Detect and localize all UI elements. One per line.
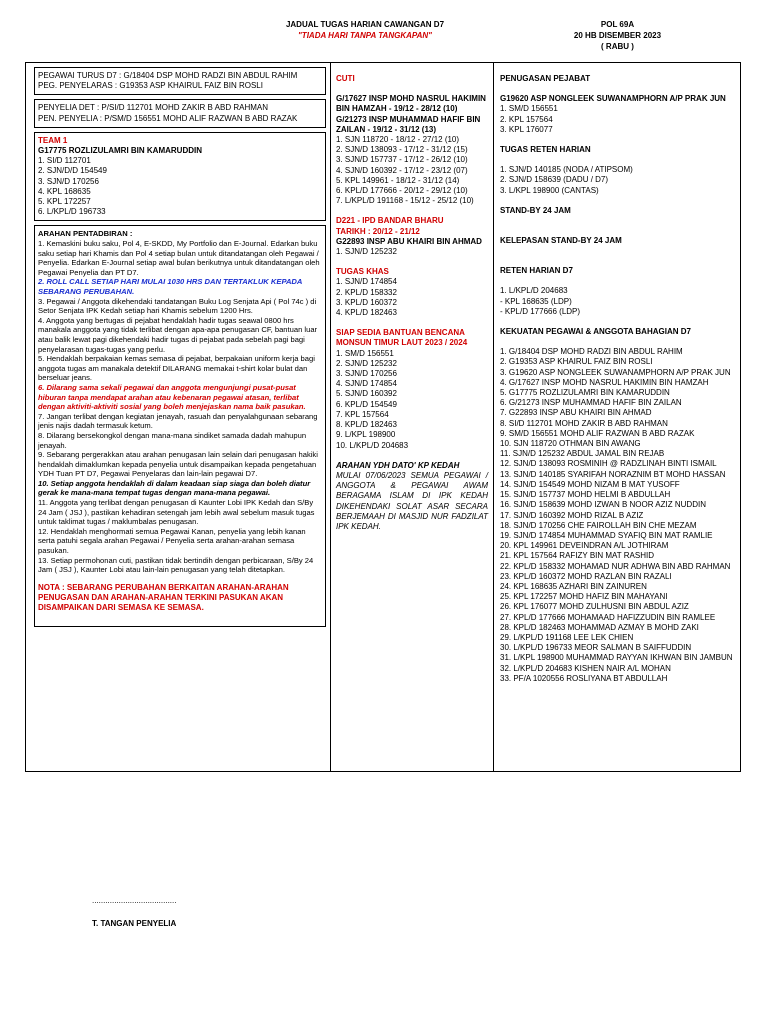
list-item: - KPL/D 177666 (LDP)	[500, 306, 581, 316]
list-item: 1. L/KPL/D 204683	[500, 286, 568, 296]
list-item: 5. KPL 172257	[38, 197, 91, 207]
column-middle	[336, 62, 488, 532]
list-item: 10. SJN 118720 OTHMAN BIN AWANG	[500, 439, 641, 449]
siap-title: SIAP SEDIA BANTUAN BENCANA MONSUN TIMUR LAUT 2023 / 2024	[336, 328, 468, 348]
pegawai-penyelaras: PEG. PENYELARAS : G19353 ASP KHAIRUL FAIZ BIN ROSLI	[38, 81, 263, 91]
list-item: 9. L/KPL 198900	[336, 430, 396, 440]
list-item: 10. L/KPL/D 204683	[336, 440, 409, 450]
penyelia-det: PENYELIA DET : P/SI/D 112701 MOHD ZAKIR B ABD RAHMAN	[38, 103, 268, 113]
retend7-title: RETEN HARIAN D7	[500, 266, 573, 276]
list-item: 1. SJN/D 125232	[336, 247, 397, 257]
list-item: 29. L/KPL/D 191168 LEE LEK CHIEN	[500, 632, 634, 642]
list-item: 1. SJN 118720 - 18/12 - 27/12 (10)	[336, 135, 460, 145]
list-item: 4. KPL 168635	[38, 186, 91, 196]
ipd-tarikh: TARIKH : 20/12 - 21/12	[336, 226, 420, 236]
list-item: 20. KPL 149961 DEVEINDRAN A/L JOTHIRAM	[500, 541, 669, 551]
pen-penyelia: PEN. PENYELIA : P/SM/D 156551 MOHD ALIF RAZWAN B ABD RAZAK	[38, 113, 298, 123]
list-item: 30. L/KPL/D 196733 MEOR SALMAN B SAIFFUDDIN	[500, 643, 692, 653]
list-item: 2. SJN/D 138093 - 17/12 - 31/12 (15)	[336, 145, 468, 155]
list-item: 6. G/21273 INSP MUHAMMAD HAFIF BIN ZAILAN	[500, 398, 682, 408]
ydh-text: MULAI 07/06/2023 SEMUA PEGAWAI / ANGGOTA & PEGAWAI AWAM BERAGAMA ISLAM DI IPK KEDAH DIKEHENDAKI SOLAT ASAR SECARA BERJEMAAH DI MASJID NUR FADZILAT IPK KEDAH.	[336, 470, 488, 531]
list-item: 28. KPL/D 182463 MOHAMMAD AZMAY B MOHD ZAKI	[500, 622, 699, 632]
arahan-item: 1. Kemaskini buku saku, Pol 4, E-SKDD, My Portfolio dan E-Journal. Edarkan buku saku setiap hari Khamis dan Pol 4 setiap bulan untuk ditandatangan oleh Pegawai / Penyelia. Edarkan E-Journal setiap awal bulan berikutnya untuk ditandatangan oleh Pegawai Penyelia dan PT D7.	[38, 239, 320, 277]
list-item: 26. KPL 176077 MOHD ZULHUSNI BIN ABDUL AZIZ	[500, 602, 689, 612]
list-item: 1. SJN/D 174854	[336, 277, 397, 287]
team-leader: G17775 ROZLIZULAMRI BIN KAMARUDDIN	[38, 146, 203, 156]
list-item: 3. SJN/D 170256	[38, 176, 99, 186]
list-item: 5. G17775 ROZLIZULAMRI BIN KAMARUDDIN	[500, 388, 670, 398]
list-item: 7. L/KPL/D 191168 - 15/12 - 25/12 (10)	[336, 196, 474, 206]
list-item: 2. KPL 157564	[500, 114, 553, 124]
arahan-title: ARAHAN PENTADBIRAN :	[38, 229, 133, 239]
list-item: - KPL 168635 (LDP)	[500, 296, 572, 306]
reten-title: TUGAS RETEN HARIAN	[500, 145, 591, 155]
list-item: 12. SJN/D 138093 ROSMINIH @ RADZLINAH BINTI ISMAIL	[500, 459, 717, 469]
arahan-item: 3. Pegawai / Anggota dikehendaki tandatangan Buku Log Senjata Api ( Pol 74c ) di Setor Senjata IPK Kedah setiap hari Khamis sebelum 1200 Hrs.	[38, 296, 317, 316]
arahan-item: 11. Anggota yang terlibat dengan penugasan di Kaunter Lobi IPK Kedah dan S/By 24 Jam ( JSJ ), pastikan kehadiran setengah jam lebih awal sebelum masuk tugas untuk taklimat tugas / maklumbalas penugasan.	[38, 498, 315, 527]
cuti-officer-2: G/21273 INSP MUHAMMAD HAFIF BIN ZAILAN - 19/12 - 31/12 (13)	[336, 114, 481, 134]
arahan-box	[34, 225, 326, 626]
column-divider	[330, 62, 331, 772]
list-item: 8. SI/D 112701 MOHD ZAKIR B ABD RAHMAN	[500, 418, 668, 428]
list-item: 1. SI/D 112701	[38, 156, 91, 166]
list-item: 3. KPL 176077	[500, 124, 553, 134]
list-item: 2. SJN/D 125232	[336, 358, 397, 368]
document-date: 20 HB DISEMBER 2023	[573, 31, 662, 40]
siap-list	[336, 349, 488, 451]
list-item: 1. SJN/D 140185 (NODA / ATIPSOM)	[500, 165, 633, 175]
document-day: ( RABU )	[601, 42, 634, 51]
ipd-list	[336, 247, 488, 257]
form-code: POL 69A	[600, 20, 635, 29]
arahan-list	[38, 239, 322, 575]
column-right	[500, 62, 736, 684]
cuti-officer-1: G/17627 INSP MOHD NASRUL HAKIMIN BIN HAMZAH - 19/12 - 28/12 (10)	[336, 94, 486, 114]
signature-line: ......................................	[92, 896, 177, 905]
list-item: 2. SJN/D 158639 (DADU / D7)	[500, 175, 609, 185]
arahan-item: 5. Hendaklah berpakaian kemas semasa di pejabat, berpakaian uniform kerja bagi anggota tugas am manakala detektif DILARANG memakai t-shirt kolar bulat dan berseluar jeans.	[38, 354, 315, 383]
list-item: 31. L/KPL 198900 MUHAMMAD RAYYAN IKHWAN BIN JAMBUN	[500, 653, 733, 663]
list-item: 33. PF/A 1020556 ROSLIYANA BT ABDULLAH	[500, 673, 668, 683]
arahan-item: 8. Dilarang bersekongkol dengan mana-mana sindiket samada dadah mahupun jenayah.	[38, 430, 307, 450]
list-item: 3. KPL/D 160372	[336, 297, 397, 307]
list-item: 22. KPL/D 158332 MOHAMAD NUR ADHWA BIN ABD RAHMAN	[500, 561, 731, 571]
turus-box	[34, 67, 326, 95]
list-item: 3. G19620 ASP NONGLEEK SUWANAMPHORN A/P PRAK JUN	[500, 367, 731, 377]
list-item: 27. KPL/D 177666 MOHAMAAD HAFIZZUDIN BIN RAMLEE	[500, 612, 716, 622]
penyelia-box	[34, 99, 326, 127]
team-box	[34, 132, 326, 222]
list-item: 4. G/17627 INSP MOHD NASRUL HAKIMIN BIN HAMZAH	[500, 377, 709, 387]
arahan-item: 4. Anggota yang bertugas di pejabat hendaklah hadir tugas seawal 0800 hrs manakala anggota yang tidak terlibat dengan apa-apa penugasan CF, bantuan luar atau balik lewat pagi dikehendaki hadir tugas di pejabat pada sebelah pagi bagi penyelarasan tugas-tugas yang perlu.	[38, 315, 318, 354]
kelepasan-title: KELEPASAN STAND-BY 24 JAM	[500, 236, 622, 246]
column-left	[34, 62, 326, 631]
reten-list	[500, 165, 736, 196]
list-item: 2. KPL/D 158332	[336, 287, 397, 297]
column-divider	[493, 62, 494, 772]
list-item: 4. KPL/D 182463	[336, 308, 397, 318]
team-member-list	[38, 156, 322, 217]
list-item: 1. SM/D 156551	[336, 348, 394, 358]
signature-label: T. TANGAN PENYELIA	[92, 919, 177, 928]
list-item: 6. KPL/D 154549	[336, 399, 397, 409]
list-item: 7. KPL 157564	[336, 409, 389, 419]
list-item: 4. SJN/D 160392 - 17/12 - 23/12 (07)	[336, 165, 468, 175]
list-item: 23. KPL/D 160372 MOHD RAZLAN BIN RAZALI	[500, 571, 672, 581]
list-item: 5. SJN/D 160392	[336, 389, 397, 399]
kekuatan-title: KEKUATAN PEGAWAI & ANGGOTA BAHAGIAN D7	[500, 327, 691, 337]
arahan-item: 6. Dilarang sama sekali pegawai dan anggota mengunjungi pusat-pusat hiburan tanpa mendapat arahan atau kebenaran pegawai atasan, terlibat dengan aktiviti-aktiviti sosial yang boleh menjejaskan nama baik pasukan.	[38, 382, 306, 412]
list-item: 32. L/KPL/D 204683 KISHEN NAIR A/L MOHAN	[500, 663, 671, 673]
cuti-list	[336, 135, 488, 206]
list-item: 8. KPL/D 182463	[336, 420, 397, 430]
list-item: 4. SJN/D 174854	[336, 379, 397, 389]
document-motto: "TIADA HARI TANPA TANGKAPAN"	[298, 31, 432, 40]
khas-title: TUGAS KHAS	[336, 267, 389, 277]
list-item: 7. G22893 INSP ABU KHAIRI BIN AHMAD	[500, 408, 652, 418]
retend7-list	[500, 286, 736, 317]
pejabat-officer: G19620 ASP NONGLEEK SUWANAMPHORN A/P PRAK JUN	[500, 94, 726, 104]
list-item: 3. SJN/D 170256	[336, 369, 397, 379]
list-item: 11. SJN/D 125232 ABDUL JAMAL BIN REJAB	[500, 449, 665, 459]
pejabat-title: PENUGASAN PEJABAT	[500, 74, 591, 83]
ipd-title: D221 - IPD BANDAR BHARU	[336, 216, 444, 226]
ydh-title: ARAHAN YDH DATO' KP KEDAH	[336, 460, 460, 470]
khas-list	[336, 277, 488, 318]
nota-text: NOTA : SEBARANG PERUBAHAN BERKAITAN ARAHAN-ARAHAN PENUGASAN DAN ARAHAN-ARAHAN TERKINI PASUKAN AKAN DISAMPAIKAN DARI SEMASA KE SEMASA.	[38, 582, 289, 612]
list-item: 3. SJN/D 157737 - 17/12 - 26/12 (10)	[336, 155, 468, 165]
arahan-item: 7. Jangan terlibat dengan kegiatan jenayah, rasuah dan penyalahgunaan sebarang jenis najis dadah termasuk ketum.	[38, 411, 318, 431]
list-item: 6. KPL/D 177666 - 20/12 - 29/12 (10)	[336, 186, 468, 196]
ipd-officer: G22893 INSP ABU KHAIRI BIN AHMAD	[336, 236, 482, 246]
list-item: 24. KPL 168635 AZHARI BIN ZAINUREN	[500, 581, 647, 591]
standby-title: STAND-BY 24 JAM	[500, 205, 571, 215]
list-item: 2. G19353 ASP KHAIRUL FAIZ BIN ROSLI	[500, 357, 653, 367]
list-item: 9. SM/D 156551 MOHD ALIF RAZWAN B ABD RAZAK	[500, 428, 695, 438]
list-item: 16. SJN/D 158639 MOHD IZWAN B NOOR AZIZ NUDDIN	[500, 500, 706, 510]
list-item: 13. SJN/D 140185 SYARIFAH NORAZNIM BT MOHD HASSAN	[500, 469, 726, 479]
document-title: JADUAL TUGAS HARIAN CAWANGAN D7	[285, 20, 445, 29]
list-item: 21. KPL 157564 RAFIZY BIN MAT RASHID	[500, 551, 654, 561]
arahan-item: 10. Setiap anggota hendaklah di dalam keadaan siap siaga dan boleh diatur gerak ke mana-mana tempat tugas dengan mana-mana pegawai.	[38, 478, 311, 498]
list-item: 2. SJN/D/D 154549	[38, 166, 107, 176]
list-item: 18. SJN/D 170256 CHE FAIROLLAH BIN CHE MEZAM	[500, 520, 697, 530]
list-item: 1. SM/D 156551	[500, 104, 558, 114]
pegawai-turus: PEGAWAI TURUS D7 : G/18404 DSP MOHD RADZI BIN ABDUL RAHIM	[38, 71, 298, 80]
cuti-title: CUTI	[336, 74, 355, 83]
list-item: 19. SJN/D 174854 MUHAMMAD SYAFIQ BIN MAT RAMLIE	[500, 530, 713, 540]
list-item: 1. G/18404 DSP MOHD RADZI BIN ABDUL RAHIM	[500, 347, 683, 357]
list-item: 6. L/KPL/D 196733	[38, 207, 106, 217]
list-item: 15. SJN/D 157737 MOHD HELMI B ABDULLAH	[500, 490, 671, 500]
list-item: 14. SJN/D 154549 MOHD NIZAM B MAT YUSOFF	[500, 479, 680, 489]
list-item: 17. SJN/D 160392 MOHD RIZAL B AZIZ	[500, 510, 644, 520]
arahan-item: 12. Hendaklah menghormati semua Pegawai Kanan, penyelia yang lebih kanan serta patuhi segala arahan Pegawai / Penyelia serta arahan-arahan semasa pasukan.	[38, 526, 306, 556]
arahan-item: 2. ROLL CALL SETIAP HARI MULAI 1030 HRS DAN TERTAKLUK KEPADA SEBARANG PERUBAHAN.	[38, 277, 303, 296]
arahan-item: 13. Setiap permohonan cuti, pastikan tidak bertindih dengan perbicaraan, S/By 24 Jam ( JSJ ), Kaunter Lobi atau lain-lain penugasan yang telah ditetapkan.	[38, 555, 314, 575]
pejabat-list	[500, 104, 736, 135]
arahan-item: 9. Sebarang pergerakkan atau arahan penugasan lain selain dari penugasan hakiki hendaklah dimaklumkan kepada penyelia untuk disampaikan kepada pengetahuan YDH Tuan PT D7, Pegawai Penyelaras dan lain-lain pegawai D7.	[38, 450, 318, 479]
list-item: 5. KPL 149961 - 18/12 - 31/12 (14)	[336, 175, 460, 185]
team-title: TEAM 1	[38, 135, 68, 145]
list-item: 25. KPL 172257 MOHD HAFIZ BIN MAHAYANI	[500, 592, 668, 602]
list-item: 3. L/KPL 198900 (CANTAS)	[500, 185, 599, 195]
kekuatan-list	[500, 347, 736, 684]
